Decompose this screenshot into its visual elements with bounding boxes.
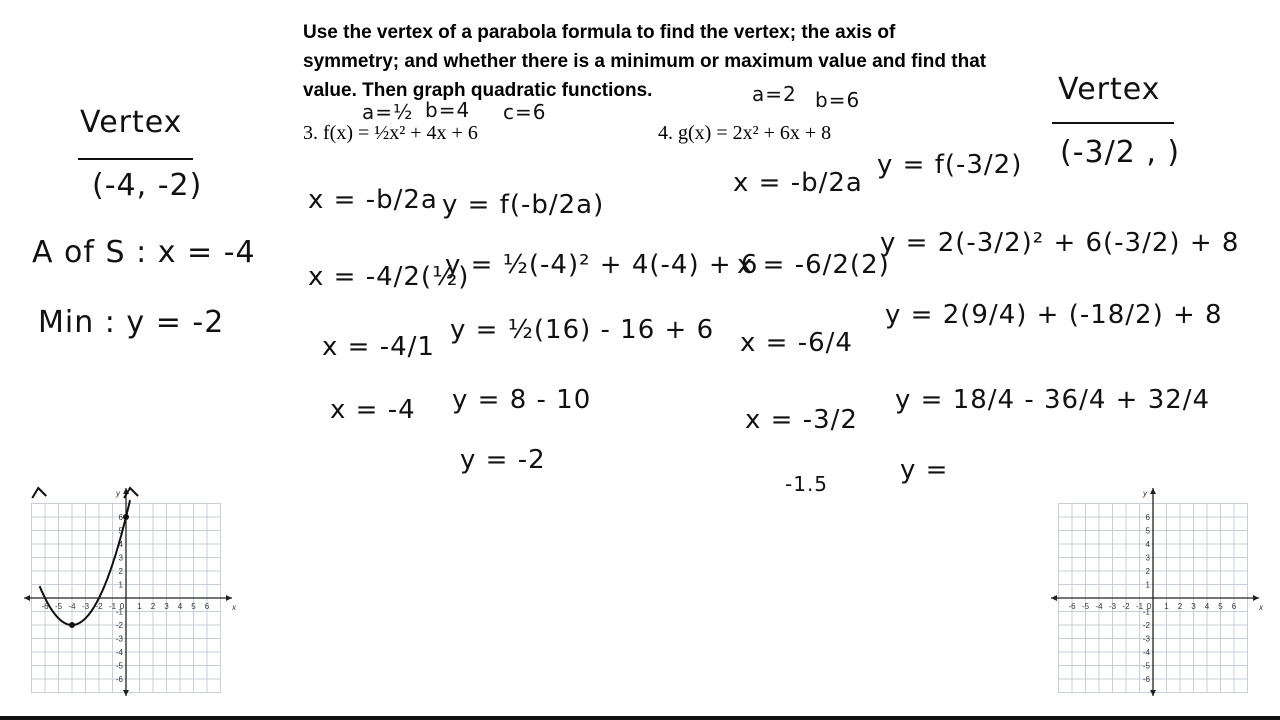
- x-tick-label: 5: [1218, 602, 1223, 611]
- work-x-decimal: -1.5: [785, 472, 829, 496]
- y-tick-label: 2: [1145, 567, 1150, 576]
- y-tick-label: -5: [1142, 661, 1150, 671]
- curve-arrowheads: [32, 488, 138, 498]
- problem-3-label: 3. f(x) = ½x² + 4x + 6: [303, 122, 478, 144]
- work-x-line: x = -4: [330, 395, 416, 425]
- work-y-line: y = f(-b/2a): [442, 190, 605, 220]
- x-tick-label: 4: [177, 602, 183, 611]
- x-axis-label: x: [232, 603, 236, 612]
- work-x-line: x = -4/1: [322, 332, 435, 362]
- y-axis-label: y: [116, 489, 120, 498]
- note-b: b=6: [815, 88, 861, 112]
- vertex-heading: Vertex: [80, 105, 183, 140]
- x-tick-label: -3: [1108, 602, 1117, 611]
- x-tick-label: -4: [68, 602, 76, 611]
- work-y-line: y = f(-3/2): [877, 150, 1023, 180]
- vertex-value: (-4, -2): [92, 168, 203, 203]
- axis-of-symmetry: A of S : x = -4: [32, 235, 256, 270]
- x-tick-label: -2: [1122, 602, 1130, 611]
- problem-4-label: 4. g(x) = 2x² + 6x + 8: [658, 122, 832, 144]
- x-tick-label: 6: [204, 602, 210, 611]
- y-tick-label: -2: [1142, 621, 1150, 630]
- y-tick-label: -3: [1142, 634, 1150, 644]
- work-y-line: y = -2: [460, 445, 546, 475]
- note-a: a=2: [752, 82, 797, 106]
- x-tick-label: 5: [191, 602, 196, 611]
- x-tick-label: 2: [150, 602, 156, 611]
- coordinate-graph-problem-4: [1047, 480, 1267, 700]
- x-tick-label: 3: [164, 602, 169, 611]
- work-y-line: y = 2(9/4) + (-18/2) + 8: [885, 300, 1223, 330]
- plotted-point: [123, 514, 129, 520]
- y-tick-label: -3: [115, 634, 123, 644]
- work-y-line: y = 8 - 10: [452, 385, 592, 415]
- y-tick-label: -5: [115, 661, 123, 671]
- x-tick-label: -6: [41, 602, 49, 611]
- vertex-heading: Vertex: [1058, 72, 1161, 107]
- work-x-line: x = -b/2a: [308, 185, 438, 215]
- y-tick-label: -4: [1142, 648, 1150, 657]
- vertex-value: (-3/2 , ): [1060, 135, 1181, 170]
- x-tick-label: 3: [1191, 602, 1196, 611]
- y-tick-label: 6: [118, 513, 123, 522]
- y-tick-label: 2: [118, 567, 123, 576]
- instructions: Use the vertex of a parabola formula to find the vertex; the axis of symmetry; and whether there is a minimum or maximum value and find that value. Then graph quadratic functions.: [303, 22, 987, 101]
- plotted-point: [69, 622, 75, 628]
- y-tick-label: 6: [1145, 513, 1150, 522]
- work-y-line: y =: [900, 455, 949, 485]
- y-tick-label: 1: [1145, 580, 1150, 590]
- x-tick-label: 1: [137, 602, 142, 611]
- x-tick-label: -5: [1081, 602, 1090, 611]
- work-y-line: y = ½(-4)² + 4(-4) + 6: [445, 250, 759, 280]
- underline: [78, 158, 193, 160]
- x-tick-label: -1: [1135, 602, 1144, 611]
- y-tick-label: -1: [1142, 607, 1150, 617]
- y-tick-label: -2: [115, 621, 123, 630]
- note-b: b=4: [425, 98, 471, 122]
- x-tick-label: 0: [1146, 602, 1152, 611]
- y-tick-label: -1: [115, 607, 123, 617]
- work-y-line: y = 18/4 - 36/4 + 32/4: [895, 385, 1211, 415]
- work-x-line: x = -6/2(2): [737, 250, 890, 280]
- x-axis-label: x: [1259, 603, 1263, 612]
- x-tick-label: -4: [1095, 602, 1103, 611]
- y-tick-label: 3: [118, 553, 123, 563]
- divider: [0, 716, 1280, 720]
- work-x-line: x = -6/4: [740, 328, 853, 358]
- x-tick-label: -5: [54, 602, 63, 611]
- y-tick-label: 3: [1145, 553, 1150, 563]
- work-x-line: x = -4/2(½): [308, 262, 470, 292]
- y-tick-label: 5: [118, 526, 123, 536]
- min-value: Min : y = -2: [38, 305, 225, 340]
- work-y-line: y = 2(-3/2)² + 6(-3/2) + 8: [880, 228, 1240, 258]
- y-tick-label: 4: [1145, 540, 1150, 549]
- work-x-line: x = -b/2a: [733, 168, 863, 198]
- work-y-line: y = ½(16) - 16 + 6: [450, 315, 715, 345]
- x-tick-label: -3: [81, 602, 90, 611]
- note-c: c=6: [503, 100, 547, 124]
- y-axis-label: y: [1143, 489, 1147, 498]
- y-tick-label: 4: [118, 540, 123, 549]
- x-tick-label: -6: [1068, 602, 1076, 611]
- y-tick-label: -6: [115, 675, 123, 684]
- x-tick-label: -2: [95, 602, 103, 611]
- underline: [1052, 122, 1174, 124]
- x-tick-label: 1: [1164, 602, 1169, 611]
- y-tick-label: -6: [1142, 675, 1150, 684]
- y-tick-label: 1: [118, 580, 123, 590]
- x-tick-label: -1: [108, 602, 117, 611]
- note-a: a=½: [362, 100, 414, 124]
- y-tick-label: -4: [115, 648, 123, 657]
- x-tick-label: 0: [119, 602, 125, 611]
- x-tick-label: 2: [1177, 602, 1183, 611]
- y-tick-label: 5: [1145, 526, 1150, 536]
- work-x-line: x = -3/2: [745, 405, 858, 435]
- x-tick-label: 4: [1204, 602, 1210, 611]
- coordinate-graph-problem-3: [20, 480, 240, 700]
- x-tick-label: 6: [1231, 602, 1237, 611]
